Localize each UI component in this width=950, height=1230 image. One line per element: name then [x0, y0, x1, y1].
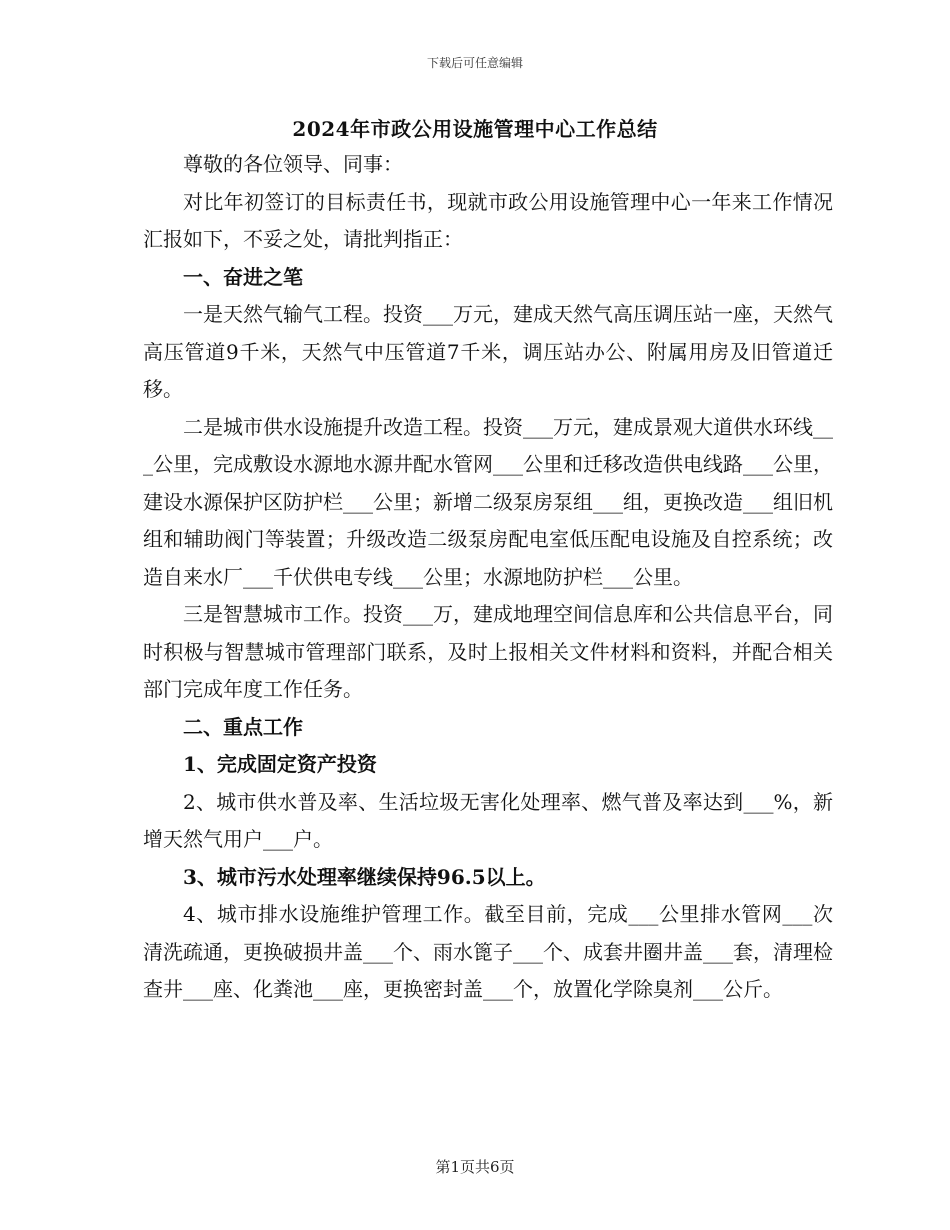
item-heading-1: 1、完成固定资产投资	[183, 752, 377, 776]
page-footer: 第1页共6页	[435, 1158, 515, 1176]
paragraph-greeting: 尊敬的各位领导、同事：	[183, 152, 403, 176]
paragraph-water-project: 二是城市供水设施提升改造工程。投资___万元，建成景观大道供水环线___公里，完成敷设水源地水源井配水管网___公里和迁移改造供电线路___公里，建设水源保护区防护栏___公里；新增二级泵房泵组___组，更换改造___组旧机组和辅助阀门等装置；升级改造二级泵房配电室低压配电设施及自控系统；改造自来水厂___千伏供电专线___公里；水源地防护栏___公里。	[143, 414, 833, 589]
paragraph-smart-city: 三是智慧城市工作。投资___万，建成地理空间信息库和公共信息平台，同时积极与智慧城市管理部门联系，及时上报相关文件材料和资料，并配合相关部门完成年度工作任务。	[143, 602, 833, 701]
document-body	[143, 146, 833, 1009]
section-heading-2: 二、重点工作	[183, 714, 303, 739]
paragraph-item-4: 4、城市排水设施维护管理工作。截至目前，完成___公里排水管网___次清洗疏通，更换破损井盖___个、雨水篦子___个、成套井圈井盖___套，清理检查井___座、化粪池___座，更换密封盖___个，放置化学除臭剂___公斤。	[143, 902, 833, 1001]
section-heading-1: 一、奋进之笔	[183, 264, 303, 289]
document-title: 2024年市政公用设施管理中心工作总结	[292, 117, 658, 141]
paragraph-item-2: 2、城市供水普及率、生活垃圾无害化处理率、燃气普及率达到___%，新增天然气用户___户。	[143, 789, 833, 851]
header-note: 下载后可任意编辑	[426, 56, 523, 70]
paragraph-intro: 对比年初签订的目标责任书，现就市政公用设施管理中心一年来工作情况汇报如下，不妥之处，请批判指正：	[143, 189, 833, 251]
item-heading-3: 3、城市污水处理率继续保持96.5以上。	[183, 864, 546, 889]
paragraph-gas-project: 一是天然气输气工程。投资___万元，建成天然气高压调压站一座，天然气高压管道9千米，天然气中压管道7千米，调压站办公、附属用房及旧管道迁移。	[143, 302, 833, 401]
